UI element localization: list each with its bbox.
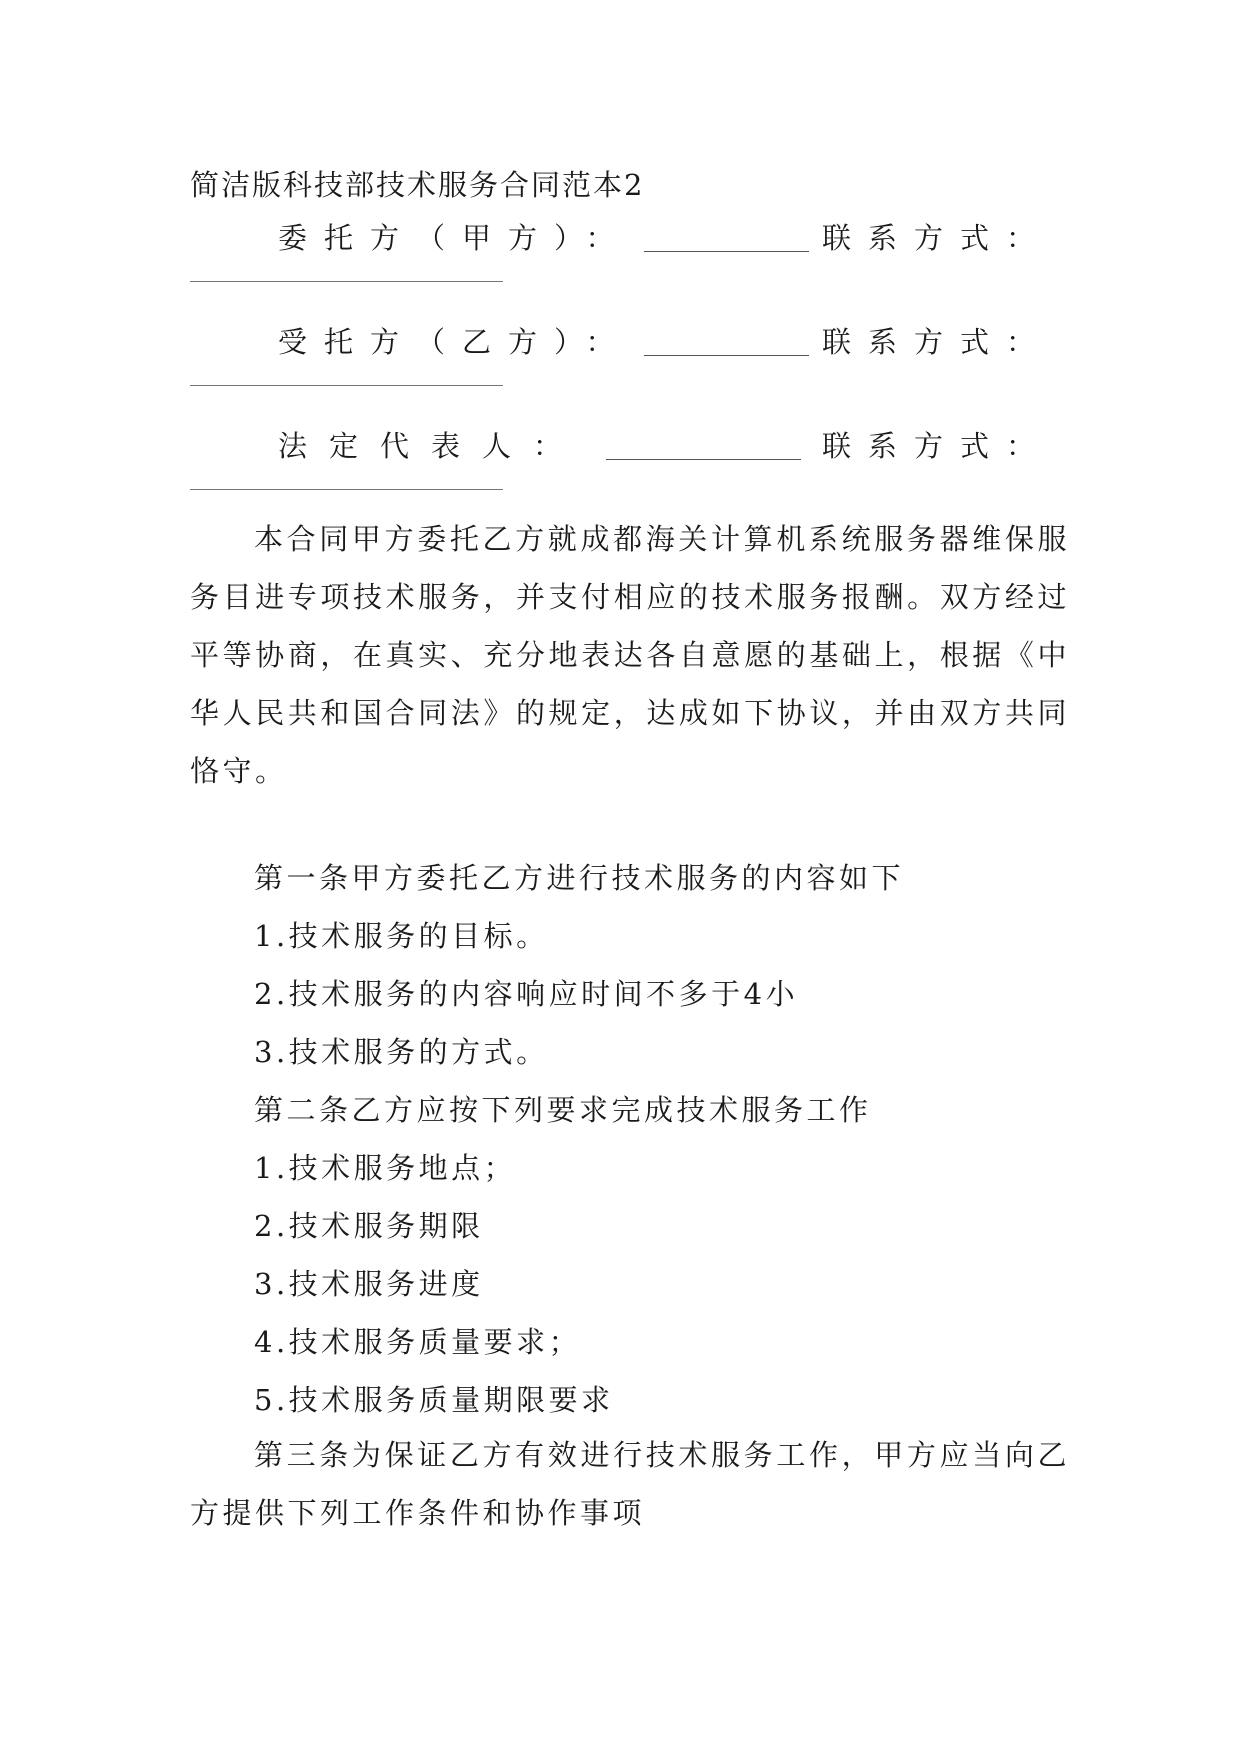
party-label-contractor: 受托方（乙方）： — [278, 325, 632, 359]
legal-rep-name-blank — [606, 429, 801, 460]
article2-item-5: 5.技术服务质量期限要求 — [254, 1383, 614, 1417]
contact-label-contractor: 联系方式： — [821, 325, 1052, 359]
party-row-client — [190, 218, 1052, 258]
contact-blank-contractor — [190, 385, 503, 386]
article3-paragraph: 第三条为保证乙方有效进行技术服务工作，甲方应当向乙方提供下列工作条件和协作事项 — [190, 1438, 1070, 1530]
article1-item-2: 2.技术服务的内容响应时间不多于4小 — [254, 977, 799, 1011]
article1-heading: 第一条甲方委托乙方进行技术服务的内容如下 — [254, 861, 905, 895]
party-label-legal-rep: 法定代表人： — [278, 429, 585, 463]
contact-blank-client — [190, 281, 503, 282]
article2-item-4: 4.技术服务质量要求； — [254, 1325, 582, 1359]
contact-blank-legal-rep — [190, 489, 503, 490]
article2-heading: 第二条乙方应按下列要求完成技术服务工作 — [254, 1093, 872, 1127]
article1-item-1: 1.技术服务的目标。 — [254, 919, 549, 953]
contact-label-legal-rep: 联系方式： — [821, 429, 1052, 463]
document-title: 简洁版科技部技术服务合同范本2 — [190, 168, 645, 202]
article2-item-1: 1.技术服务地点； — [254, 1151, 517, 1185]
intro-paragraph: 本合同甲方委托乙方就成都海关计算机系统服务器维保服务目进专项技术服务，并支付相应的技术服务报酬。双方经过平等协商，在真实、充分地表达各自意愿的基础上，根据《中华人民共和国合同法》的规定，达成如下协议，并由双方共同恪守。 — [190, 522, 1070, 788]
contact-label-client: 联系方式： — [821, 221, 1052, 255]
party-row-contractor — [190, 322, 1052, 362]
article1-item-3: 3.技术服务的方式。 — [254, 1035, 549, 1069]
party-row-legal-rep — [190, 426, 1052, 466]
party-name-blank-contractor — [644, 325, 809, 356]
party-name-blank-client — [644, 221, 809, 252]
article2-item-2: 2.技术服务期限 — [254, 1209, 484, 1243]
article2-item-3: 3.技术服务进度 — [254, 1267, 484, 1301]
party-label-client: 委托方（甲方）： — [278, 221, 632, 255]
